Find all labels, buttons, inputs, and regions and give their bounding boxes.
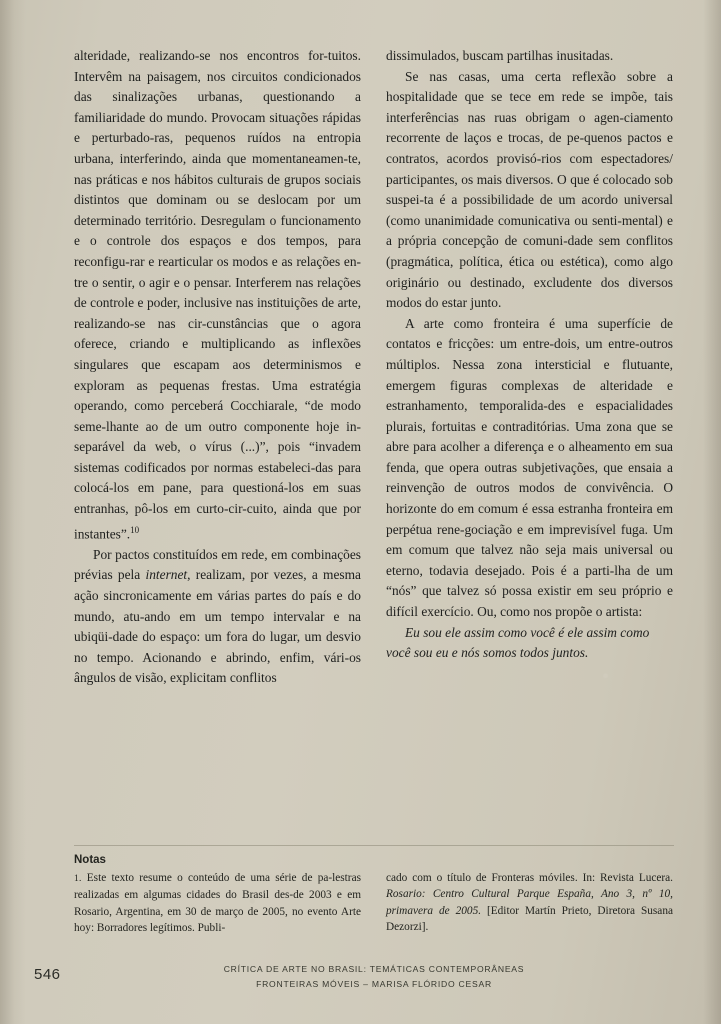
notes-heading: Notas bbox=[74, 854, 106, 866]
left-column bbox=[74, 46, 361, 689]
running-head bbox=[74, 962, 674, 992]
left-paragraph-2-post: , realizam, por vezes, a mesma ação sincronicamente em várias partes do país e do mundo, atu-ando em um tempo intervalar e na ubiqüi-dade do espaço: um fora do lugar, um desvio no tempo. Acionando e abrindo, enfim, vári-os ângulos de visão, explicitam conflitos bbox=[74, 567, 361, 686]
right-column bbox=[386, 46, 673, 689]
running-head-line-1: CRÍTICA DE ARTE NO BRASIL: TEMÁTICAS CONTEMPORÂNEAS bbox=[223, 964, 525, 974]
note-1-right-pre: cado com o título de Fronteras móviles. In: Revista Lucera. bbox=[386, 872, 673, 884]
notes-divider bbox=[74, 845, 674, 846]
notes-section bbox=[74, 845, 674, 937]
left-paragraph-1-text: alteridade, realizando-se nos encontros for-tuitos. Intervêm na paisagem, nos circuitos condicionados das sinalizações urbanas, questionando a familiaridade do mundo. Provocam situações rápidas e perturbado-ras, pequenos ruídos na entropia urbana, interferindo, ainda que momentaneamen-te, nas práticas e nos hábitos culturais de grupos sociais distintos que dominam ou se deslocam por um determinado território. Desregulam o funcionamento e o controle dos espaços e dos tempos, para reconfigu-rar e rearticular os modos e as relações en-tre o sentir, o agir e o pensar. Interferem nas relações de controle e poder, inclusive nas instituições de arte, realizando-se nas cir-cunstâncias que o agora oferece, criando e multiplicando as inflexões singulares que escapam aos determinismos e exploram as pequenas frestas. Uma estratégia operando, como perceberá Cocchiarale, “de modo seme-lhante ao de um outro componente hoje in-separável da web, o vírus (...)”, pois “invadem sistemas codificados por normas estabeleci-das para colocá-los em pane, para questioná-los em suas entranhas, pô-los em curto-cir-cuito, ainda que por instantes”. bbox=[74, 48, 361, 542]
left-paragraph-2-italic: internet bbox=[145, 567, 188, 583]
note-1-right-italic: Rosario: Centro Cultural Parque España, Ano 3, nº 10, primavera de 2005. bbox=[386, 888, 673, 917]
notes-columns bbox=[74, 870, 674, 937]
left-paragraph-2-pre: Por pactos constituídos em rede, em combinações prévias pela bbox=[74, 546, 361, 583]
pull-quote-line-1: Eu sou ele assim como você é ele assim como bbox=[405, 624, 650, 640]
note-1-right-post: [Editor Martín Prieto, Diretora Susana Dezorzi]. bbox=[386, 904, 673, 934]
body-columns bbox=[74, 46, 674, 689]
note-1-left-text: Este texto resume o conteúdo de uma série de pa-lestras realizadas em algumas cidades do Brasil des-de 2003 e em Rosario, Argentina, em 30 de março de 2005, no evento Arte hoy: Borradores legítimos. Publi- bbox=[74, 872, 361, 935]
left-paragraph-2 bbox=[74, 545, 361, 689]
left-paragraph-1 bbox=[74, 46, 361, 545]
right-paragraph-2: Se nas casas, uma certa reflexão sobre a hospitalidade que se tece em rede se impõe, tais interferências nas ruas obrigam o agen-ciamento recorrente de laços e trocas, de pe-quenos pactos e contratos, acordos provisó-rios com espectadores/ participantes, os mais diversos. O que é colocado sob suspei-ta é a possibilidade de um acordo universal (como unanimidade comunicativa ou senti-mental) e a própria concepção de comuni-dade sem conflitos (pragmática, política, ética ou estética), como algo originário ou destinado, excludente dos diversos modos do estar junto. bbox=[386, 68, 673, 311]
note-1-right bbox=[386, 870, 673, 936]
note-1-left bbox=[74, 870, 361, 937]
notes-right-column bbox=[386, 870, 673, 937]
pull-quote-line-2: você sou eu e nós somos todos juntos. bbox=[386, 645, 589, 661]
note-number: 1. bbox=[74, 874, 82, 884]
right-paragraph-1: dissimulados, buscam partilhas inusitadas. bbox=[386, 48, 614, 63]
right-paragraph-3: A arte como fronteira é uma superfície de contatos e fricções: um entre-dois, um entre-outros múltiplos. Nessa zona intersticial e flutuante, emergem figuras complexas de alteridade e estranhamento, temporalida-des e espacialidades plurais, fortuitas e contraditórias. Uma zona que se abre para acolher a diferença e o alheamento em sua fenda, que opera outras subjetivações, que ensaia a reinvenção de outros modos de convivência. O horizonte do em comum é essa estranha fronteira em perpétua rene-gociação e em imprevisível fuga. Um em comum que talvez não seja mais universal ou eterno, todavia desejado. Pois é a parti-lha de um “nós” que talvez só possa existir em seu próprio e difícil exercício. Ou, como nos propõe o artista: bbox=[386, 315, 673, 620]
notes-left-column bbox=[74, 870, 361, 937]
page-number: 546 bbox=[34, 966, 61, 983]
running-head-line-2: FRONTEIRAS MÓVEIS – MARISA FLÓRIDO CESAR bbox=[256, 979, 492, 989]
footnote-marker-10: 10 bbox=[130, 524, 140, 535]
